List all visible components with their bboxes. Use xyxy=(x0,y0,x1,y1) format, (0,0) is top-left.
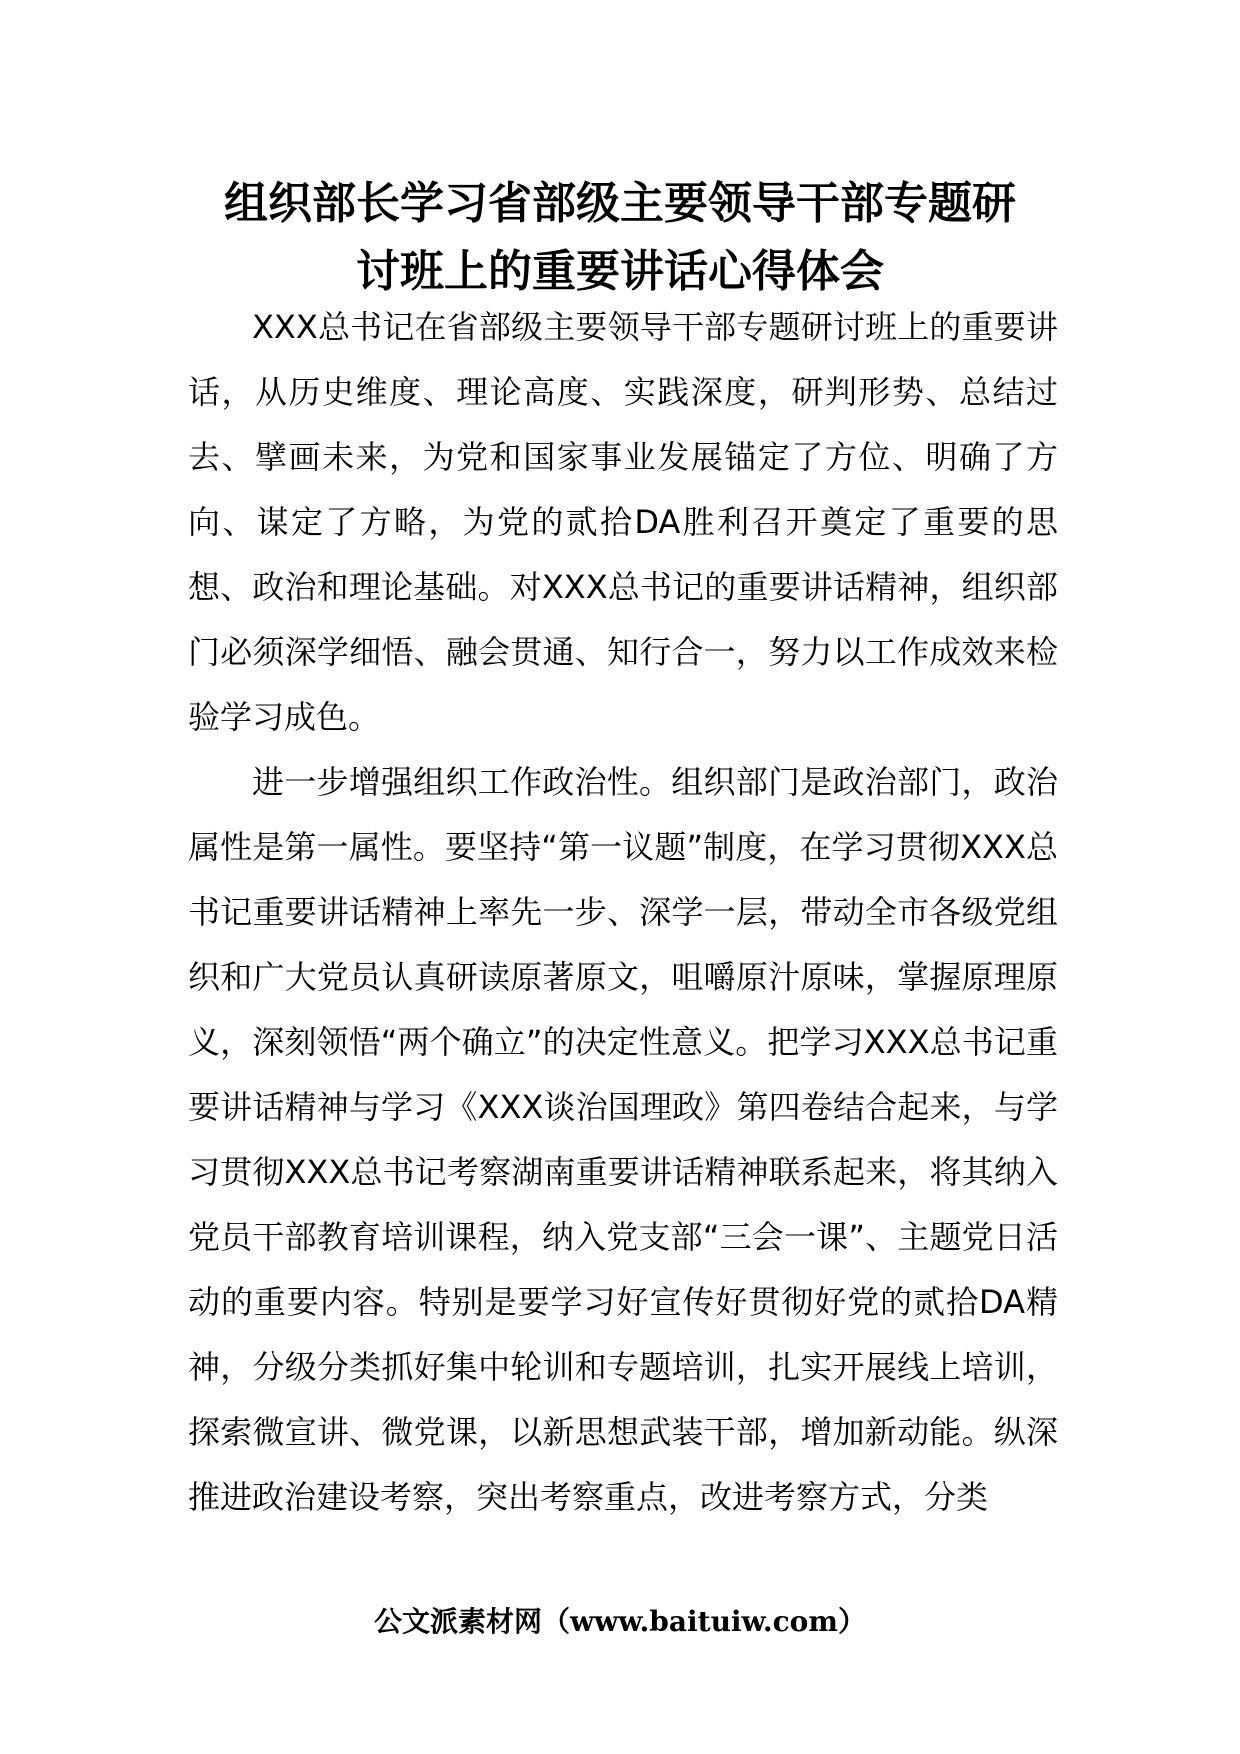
document-title xyxy=(150,170,1090,306)
title-line-2: 讨班上的重要讲话心得体会 xyxy=(356,246,884,297)
footer-watermark: 公文派素材网（www.baituiw.com） xyxy=(374,1605,866,1638)
paragraph-1: XXX总书记在省部级主要领导干部专题研讨班上的重要讲话，从历史维度、理论高度、实践深度，研判形势、总结过去、擘画未来，为党和国家事业发展锚定了方位、明确了方向、谋定了方略，为党的贰拾DA胜利召开奠定了重要的思想、政治和理论基础。对XXX总书记的重要讲话精神，组织部门必须深学细悟、融会贯通、知行合一，努力以工作成效来检验学习成色。 xyxy=(188,308,1058,736)
title-line-1: 组织部长学习省部级主要领导干部专题研 xyxy=(224,178,1016,229)
paragraph-2: 进一步增强组织工作政治性。组织部门是政治部门，政治属性是第一属性。要坚持“第一议题”制度，在学习贯彻XXX总书记重要讲话精神上率先一步、深学一层，带动全市各级党组织和广大党员认真研读原著原文，咀嚼原汁原味，掌握原理原义，深刻领悟“两个确立”的决定性意义。把学习XXX总书记重要讲话精神与学习《XXX谈治国理政》第四卷结合起来，与学习贯彻XXX总书记考察湖南重要讲话精神联系起来，将其纳入党员干部教育培训课程，纳入党支部“三会一课”、主题党日活动的重要内容。特别是要学习好宣传好贯彻好党的贰拾DA精神，分级分类抓好集中轮训和专题培训，扎实开展线上培训，探索微宣讲、微党课，以新思想武装干部，增加新动能。纵深推进政治建设考察，突出考察重点，改进考察方式，分类 xyxy=(188,763,1058,1516)
document-body xyxy=(188,295,1058,1530)
